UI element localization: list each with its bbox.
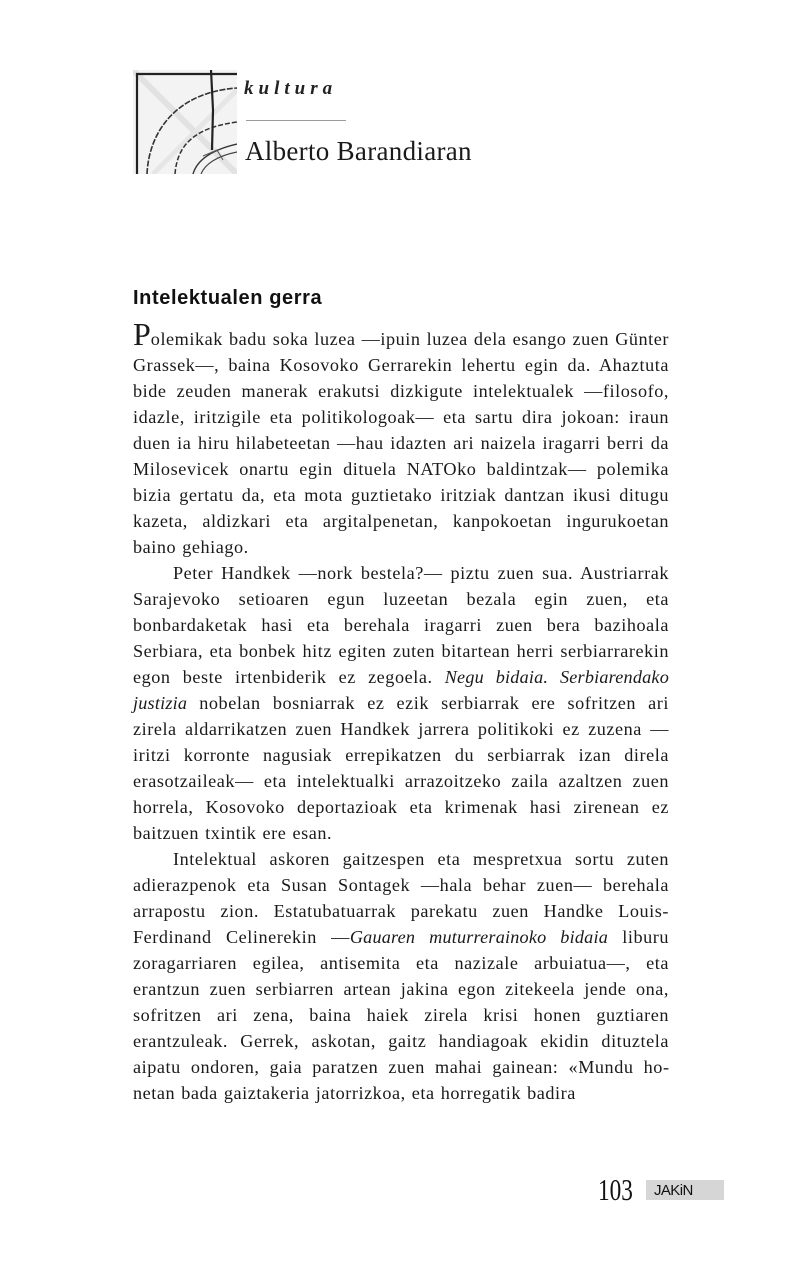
paragraph-2	[133, 560, 669, 846]
author-name: Alberto Barandiaran	[245, 136, 472, 166]
book-title-italic: Negu bidaia. Serbiarendako justizia	[133, 667, 669, 713]
page-number: 103	[598, 1172, 633, 1207]
header-divider	[246, 120, 346, 121]
concentric-arcs-logo-icon	[133, 70, 237, 174]
section-label: kultura	[244, 78, 338, 99]
page-footer	[598, 1172, 724, 1208]
paragraph-2-text-before: Peter Handkek —nork bestela?— piztu zuen sua. Austriarrak Sarajevoko setioaren egun luzeetan bezala egin zuen, eta bonbardaketak hasi eta berehala iragarri zuen bera bazihoala Serbiara, eta bonbek hitz egiten zuten bitartean herri serbiarrarekin egon beste irtenbiderik ez zegoela.	[133, 563, 669, 687]
article-title: Intelektualen gerra	[133, 287, 323, 309]
paragraph-3	[133, 846, 669, 1106]
paragraph-1-text: olemikak badu soka luzea —ipuin luzea dela esango zuen Günter Grassek—, baina Kosovoko Gerrarekin lehertu egin da. Ahaztuta bide zeuden manerak erakutsi dizkigute intelektualek —filosofo, idazle, iritzigile eta politikologoak— eta sartu dira jokoan: iraun duen ia hiru hilabeteetan —hau idazten ari naizela iragarri berri da Milosevicek onartu egin dituela NATOko baldintzak— polemika bizia gertatu da, eta mota guztietako iritziak dantzan ikusi ditugu kazeta, aldizkari eta argitalpenetan, kanpokoetan ingurukoetan baino gehiago.	[133, 329, 669, 557]
drop-cap: P	[133, 316, 151, 352]
article-body	[133, 287, 669, 1106]
journal-badge: JAKiN	[646, 1180, 724, 1200]
paragraph-1	[133, 316, 669, 560]
paragraph-3-text-before: Intelektual askoren gaitzespen eta mespretxua sortu zuten adierazpenok eta Susan Sontagek —hala behar zuen— berehala arrapostu zion. Estatubatuarrak parekatu zuen Handke Louis-Ferdinand Celinerekin —	[133, 849, 669, 947]
paragraph-3-text-after: liburu zoragarriaren egilea, antisemita eta nazizale arbuiatua—, eta erantzun zuen serbiarren artean jakina egon zitekeela jende ona, sofritzen ari zena, baina haiek zirela krisi honen guztiaren erantzuleak. Gerrek, askotan, gaitz handiagoak ekidin dituztela aipatu ondoren, gaia paratzen zuen mahai gainean: «Mundu honetan bada gaiztakeria jatorrizkoa, eta horregatik badira	[133, 927, 669, 1103]
book-title-italic: Gauaren muturrerainoko bidaia	[349, 927, 608, 947]
paragraph-2-text-after: nobelan bosniarrak ez ezik serbiarrak ere sofritzen ari zirela aldarrikatzen zuen Handkek jarrera politikoki ez zuzena —iritzi korronte nagusiak errepikatzen du serbiarrak izan direla erasotzaileak— eta intelektualki arrazoitzeko zaila azaltzen zuen horrela, Kosovoko deportazioak eta krimenak hasi zirenean ez baitzuen txintik ere esan.	[133, 693, 669, 843]
article-header	[133, 70, 633, 180]
